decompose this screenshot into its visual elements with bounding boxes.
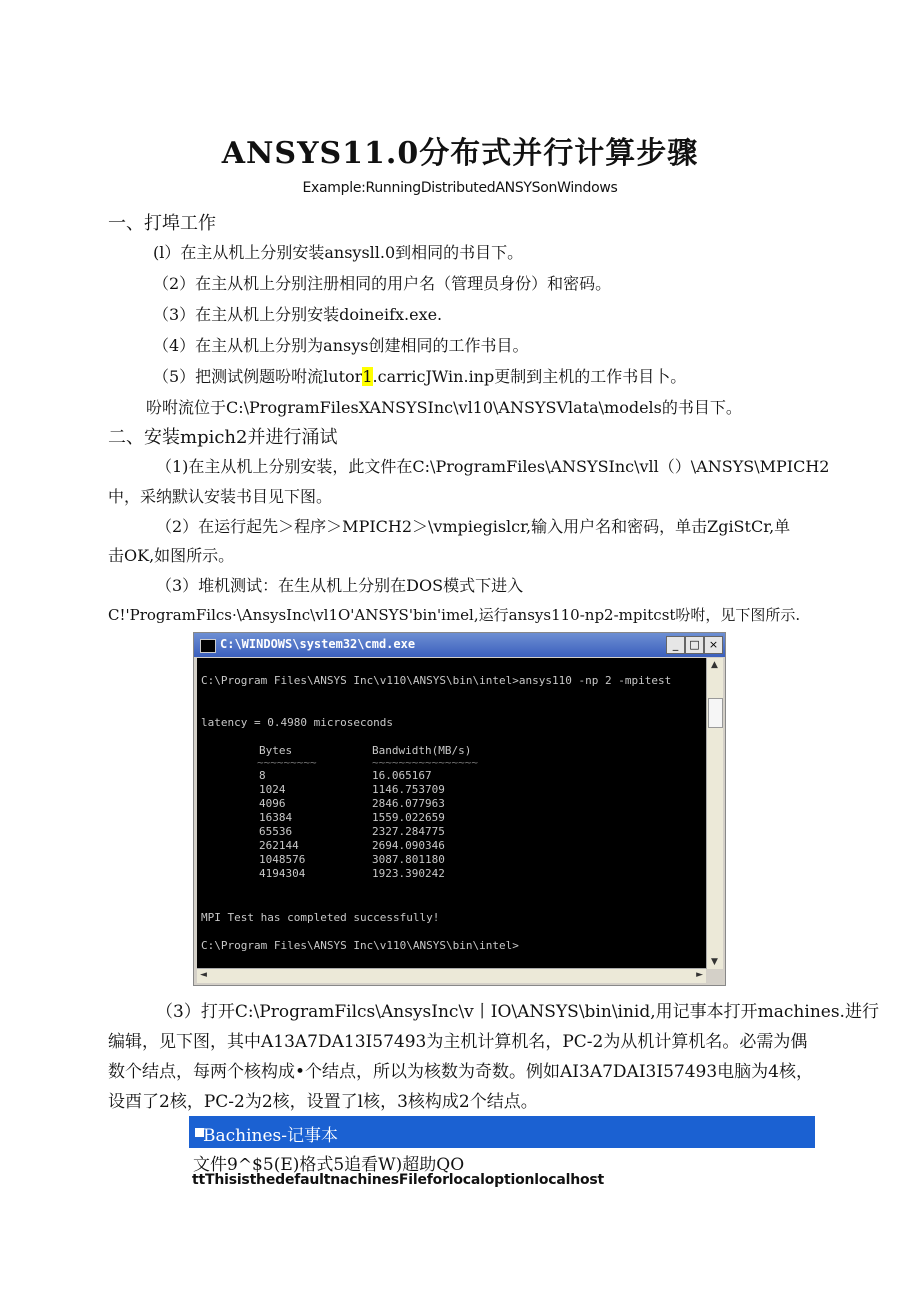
close-button[interactable]: × — [704, 636, 723, 654]
scroll-right-icon[interactable]: ► — [696, 970, 703, 980]
row-bandwidth: 2846.077963 — [372, 797, 445, 810]
row-bandwidth: 1923.390242 — [372, 867, 445, 880]
section3-line3: 数个结点，每两个核构成•个结点，所以为核数为奇数。例如AI3A7DAI3I57493电脑为4核， — [108, 1062, 813, 1082]
vertical-scrollbar[interactable] — [706, 658, 723, 969]
scroll-up-icon[interactable]: ▲ — [711, 660, 718, 670]
section2-p3-line2: C!'ProgramFilcs·\AnsysInc\vl1O'ANSYS'bin'imel,运行ansys110-np2-mpitcst吩咐，见下图所示. — [108, 606, 801, 624]
scroll-left-icon[interactable]: ◄ — [200, 970, 207, 980]
section1-note: 吩咐流位于C:\ProgramFilesXANSYSInc\vl10\ANSYSVlata\models的书目下。 — [146, 398, 742, 417]
notepad-titlebar — [189, 1116, 815, 1148]
row-bytes: 16384 — [259, 811, 293, 824]
section1-heading: 一、打埠工作 — [108, 213, 216, 234]
section1-item-1: (l）在主从机上分别安装ansysll.0到相同的书目下。 — [153, 243, 524, 262]
section3-line2: 编辑，见下图，其中A13A7DA13I57493为主机计算机名，PC-2为从机计算机名。必需为偶 — [108, 1032, 808, 1052]
page-subtitle: Example:RunningDistributedANSYSonWindows — [302, 180, 618, 196]
section3-line1: （3）打开C:\ProgramFilcs\AnsysInc\v丨IO\ANSYS\bin\inid,用记事本打开machines.进行 — [156, 1002, 879, 1022]
row-bytes: 1048576 — [259, 853, 306, 866]
col-bandwidth-separator: ~~~~~~~~~~~~~~~~ — [372, 756, 478, 769]
section2-p1-line2: 中，采纳默认安装书目见下图。 — [108, 487, 333, 506]
section2-p2-line1: （2）在运行起先＞程序＞MPICH2＞\vmpiegislcr,输入用户名和密码，单击ZgiStCr,单 — [156, 517, 791, 536]
item5-text-pre: （5）把测试例题吩咐流lutor — [153, 367, 363, 386]
section1-item-4: （4）在主从机上分别为ansys创建相同的工作书目。 — [153, 336, 529, 355]
console-command: C:\Program Files\ANSYS Inc\v110\ANSYS\bin\intel>ansys110 -np 2 -mpitest — [201, 674, 672, 687]
row-bytes: 65536 — [259, 825, 293, 838]
scroll-down-icon[interactable]: ▼ — [711, 957, 718, 967]
notepad-menubar[interactable]: 文件9^$5(E)格式5追看W)超助QO — [193, 1155, 465, 1175]
section2-p2-line2: 击OK,如图所示。 — [108, 546, 235, 565]
console-window — [193, 632, 726, 986]
console-titlebar — [194, 633, 725, 657]
console-latency: latency = 0.4980 microseconds — [201, 716, 394, 729]
section2-p3-line1: （3）堆机测试：在生从机上分别在DOS模式下进入 — [156, 576, 524, 595]
cmd-icon — [200, 639, 216, 653]
page-title: ANSYS11.0分布式并行计算步骤 — [221, 136, 699, 171]
col-bytes-header: Bytes — [259, 744, 293, 757]
row-bytes: 1024 — [259, 783, 286, 796]
row-bytes: 262144 — [259, 839, 299, 852]
row-bandwidth: 2694.090346 — [372, 839, 445, 852]
row-bytes: 4096 — [259, 797, 286, 810]
section3-line4: 设酉了2核，PC-2为2核，设置了l核，3核构成2个结点。 — [108, 1092, 538, 1112]
item5-highlight: 1 — [362, 367, 373, 386]
horizontal-scrollbar[interactable] — [197, 968, 706, 983]
console-title: C:\WINDOWS\system32\cmd.exe — [220, 637, 416, 651]
console-output — [197, 658, 706, 969]
item5-text-post: .carricJWin.inp更制到主机的工作书目卜。 — [372, 367, 687, 386]
row-bandwidth: 1559.022659 — [372, 811, 445, 824]
row-bandwidth: 16.065167 — [372, 769, 432, 782]
section1-item-5 — [153, 364, 686, 387]
notepad-title: Bachines-记事本 — [203, 1126, 339, 1146]
section1-item-3: （3）在主从机上分别安装doineifx.exe. — [153, 305, 443, 324]
scroll-thumb[interactable] — [708, 698, 723, 728]
notepad-content: ttThisisthedefaultnachinesFileforlocaloptionlocalhost — [192, 1172, 605, 1188]
row-bytes: 4194304 — [259, 867, 306, 880]
col-bandwidth-header: Bandwidth(MB/s) — [372, 744, 472, 757]
row-bandwidth: 2327.284775 — [372, 825, 445, 838]
maximize-button[interactable]: □ — [685, 636, 704, 654]
console-prompt: C:\Program Files\ANSYS Inc\v110\ANSYS\bin\intel> — [201, 939, 519, 952]
minimize-button[interactable]: _ — [666, 636, 685, 654]
section2-p1-line1: （1)在主从机上分别安装，此文件在C:\ProgramFiles\ANSYSInc\vll（）\ANSYS\MPICH2 — [156, 457, 830, 476]
console-success-message: MPI Test has completed successfully! — [201, 911, 440, 924]
col-bytes-separator: ~~~~~~~~~ — [257, 756, 317, 769]
row-bandwidth: 1146.753709 — [372, 783, 445, 796]
section1-item-2: （2）在主从机上分别注册相同的用户名（管理员身份）和密码。 — [153, 274, 612, 293]
row-bandwidth: 3087.801180 — [372, 853, 445, 866]
row-bytes: 8 — [259, 769, 266, 782]
section2-heading: 二、安装mpich2并进行涌试 — [108, 427, 338, 448]
